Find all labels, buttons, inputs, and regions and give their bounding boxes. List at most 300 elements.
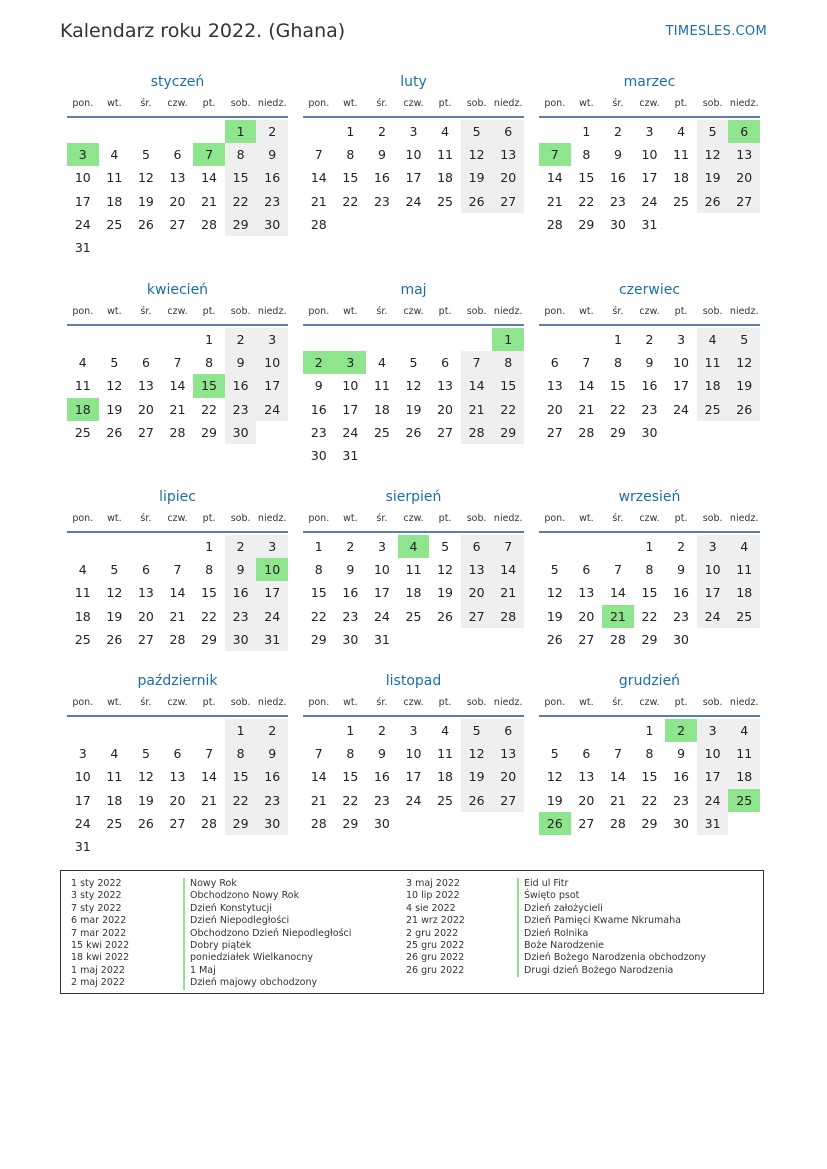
day-cell: 2 (346, 539, 355, 554)
day-cell: 23 (609, 193, 626, 209)
days-grid (67, 535, 288, 651)
weekday-label: pt. (202, 513, 216, 524)
day-cell: 23 (373, 193, 390, 209)
day-cell: 4 (728, 719, 760, 742)
day-cell: 9 (225, 558, 257, 581)
legend-date: 26 gru 2022 (406, 952, 465, 964)
day-cell: 21 (169, 401, 186, 417)
day-cell: 2 (225, 328, 257, 351)
weekday-label: czw. (403, 306, 424, 317)
day-cell: 23 (342, 608, 359, 624)
legend-date: 4 sie 2022 (406, 902, 456, 914)
day-cell: 1 (346, 124, 355, 139)
day-cell: 14 (546, 170, 563, 186)
month-block (67, 487, 288, 651)
day-cell: 17 (256, 581, 288, 604)
day-cell: 5 (461, 719, 493, 742)
day-cell: 11 (106, 769, 123, 785)
weekday-label: śr. (376, 513, 388, 524)
day-cell: 9 (377, 746, 386, 762)
day-cell: 25 (74, 424, 91, 440)
day-cell: 8 (492, 351, 524, 374)
day-cell: 22 (201, 401, 218, 417)
empty-cell (303, 328, 335, 351)
day-cell: 1 (205, 332, 214, 347)
day-cell: 22 (609, 401, 626, 417)
weekday-label: niedz. (729, 98, 759, 109)
day-cell: 6 (173, 147, 182, 163)
day-cell: 28 (578, 424, 595, 440)
day-cell: 20 (728, 166, 760, 189)
day-cell: 22 (201, 608, 218, 624)
day-cell: 13 (137, 585, 154, 601)
month-block (303, 280, 524, 467)
day-cell: 28 (546, 216, 563, 232)
weekday-label: pon. (72, 697, 94, 708)
day-cell: 9 (256, 742, 288, 765)
day-cell: 1 (225, 719, 257, 742)
empty-cell (67, 535, 99, 558)
empty-cell (193, 719, 225, 742)
day-cell: 16 (673, 769, 690, 785)
day-cell: 24 (342, 424, 359, 440)
weekday-label: pt. (674, 306, 688, 317)
day-cell: 12 (697, 143, 729, 166)
empty-cell (461, 328, 493, 351)
day-cell: 15 (225, 166, 257, 189)
day-cell: 26 (461, 190, 493, 213)
holiday-day-cell: 26 (539, 812, 571, 835)
empty-cell (130, 120, 162, 143)
day-cell: 24 (74, 815, 91, 831)
day-cell: 3 (256, 535, 288, 558)
day-cell: 11 (437, 746, 454, 762)
weekday-header (67, 300, 288, 326)
day-cell: 10 (405, 147, 422, 163)
day-cell: 16 (310, 401, 327, 417)
day-cell: 20 (578, 792, 595, 808)
day-cell: 29 (641, 631, 658, 647)
day-cell: 5 (550, 746, 559, 762)
weekday-label: czw. (639, 513, 660, 524)
weekday-header (67, 92, 288, 118)
day-cell: 8 (645, 562, 654, 578)
legend-holiday-name: Dzień Pamięci Kwame Nkrumaha (524, 915, 681, 927)
empty-cell (67, 120, 99, 143)
weekday-label: śr. (612, 98, 624, 109)
day-cell: 15 (641, 585, 658, 601)
month-name: styczeń (150, 74, 205, 90)
weekday-header (303, 300, 524, 326)
day-cell: 30 (373, 815, 390, 831)
day-cell: 6 (492, 120, 524, 143)
day-cell: 18 (728, 765, 760, 788)
day-cell: 22 (492, 398, 524, 421)
day-cell: 17 (405, 769, 422, 785)
weekday-label: śr. (376, 306, 388, 317)
day-cell: 24 (641, 193, 658, 209)
day-cell: 3 (256, 328, 288, 351)
empty-cell (193, 120, 225, 143)
day-cell: 17 (342, 401, 359, 417)
day-cell: 27 (728, 190, 760, 213)
day-cell: 21 (492, 581, 524, 604)
day-cell: 10 (641, 147, 658, 163)
day-cell: 1 (582, 124, 591, 139)
day-cell: 11 (728, 558, 760, 581)
day-cell: 4 (78, 562, 87, 578)
weekday-header (539, 691, 760, 717)
day-cell: 14 (169, 585, 186, 601)
weekday-label: sob. (230, 697, 251, 708)
day-cell: 1 (314, 539, 323, 554)
day-cell: 29 (225, 812, 257, 835)
holiday-day-cell: 25 (728, 789, 760, 812)
day-cell: 13 (137, 378, 154, 394)
day-cell: 30 (342, 631, 359, 647)
day-cell: 11 (728, 742, 760, 765)
day-cell: 13 (492, 143, 524, 166)
day-cell: 10 (373, 562, 390, 578)
day-cell: 24 (697, 605, 729, 628)
weekday-label: czw. (639, 98, 660, 109)
day-cell: 4 (728, 535, 760, 558)
day-cell: 20 (546, 401, 563, 417)
day-cell: 24 (405, 792, 422, 808)
day-cell: 22 (342, 792, 359, 808)
day-cell: 31 (342, 447, 359, 463)
day-cell: 24 (673, 401, 690, 417)
weekday-label: śr. (376, 697, 388, 708)
day-cell: 27 (137, 424, 154, 440)
weekday-label: pon. (544, 513, 566, 524)
day-cell: 31 (74, 239, 91, 255)
day-cell: 18 (437, 170, 454, 186)
day-cell: 12 (546, 769, 563, 785)
day-cell: 10 (74, 769, 91, 785)
empty-cell (539, 120, 571, 143)
weekday-label: pt. (674, 513, 688, 524)
legend-date: 3 maj 2022 (406, 878, 460, 889)
day-cell: 3 (377, 539, 386, 554)
day-cell: 10 (405, 746, 422, 762)
weekday-label: niedz. (257, 306, 287, 317)
day-cell: 27 (578, 631, 595, 647)
weekday-label: pt. (438, 306, 452, 317)
empty-cell (366, 328, 398, 351)
day-cell: 2 (256, 120, 288, 143)
weekday-label: niedz. (493, 98, 523, 109)
day-cell: 2 (613, 124, 622, 139)
day-cell: 6 (550, 355, 559, 371)
day-cell: 15 (201, 585, 218, 601)
day-cell: 18 (437, 769, 454, 785)
empty-cell (303, 719, 335, 742)
day-cell: 27 (137, 631, 154, 647)
day-cell: 30 (225, 628, 257, 651)
holiday-day-cell: 10 (256, 558, 288, 581)
day-cell: 30 (256, 812, 288, 835)
day-cell: 16 (342, 585, 359, 601)
days-grid (67, 719, 288, 858)
day-cell: 4 (441, 124, 450, 139)
month-name: listopad (385, 673, 442, 689)
day-cell: 22 (641, 608, 658, 624)
holiday-day-cell: 3 (335, 351, 367, 374)
day-cell: 26 (728, 398, 760, 421)
day-cell: 21 (578, 401, 595, 417)
weekday-label: pt. (438, 697, 452, 708)
day-cell: 19 (461, 765, 493, 788)
weekday-label: sob. (702, 98, 723, 109)
day-cell: 25 (697, 398, 729, 421)
day-cell: 4 (78, 355, 87, 371)
month-block (303, 487, 524, 651)
day-cell: 3 (78, 746, 87, 762)
day-cell: 14 (461, 374, 493, 397)
weekday-label: pt. (674, 98, 688, 109)
month-name: maj (400, 282, 427, 298)
weekday-label: czw. (403, 513, 424, 524)
day-cell: 23 (225, 605, 257, 628)
day-cell: 28 (609, 815, 626, 831)
day-cell: 29 (641, 815, 658, 831)
day-cell: 8 (613, 355, 622, 371)
day-cell: 5 (409, 355, 418, 371)
legend-holiday-name: Dzień majowy obchodzony (190, 977, 318, 989)
day-cell: 22 (641, 792, 658, 808)
holiday-day-cell: 7 (539, 143, 571, 166)
empty-cell (602, 535, 634, 558)
empty-cell (162, 120, 194, 143)
empty-cell (539, 328, 571, 351)
weekday-label: czw. (167, 697, 188, 708)
days-grid (539, 719, 760, 835)
empty-cell (335, 328, 367, 351)
day-cell: 5 (461, 120, 493, 143)
day-cell: 15 (310, 585, 327, 601)
day-cell: 17 (697, 765, 729, 788)
weekday-label: pon. (544, 697, 566, 708)
weekday-label: sob. (466, 697, 487, 708)
weekday-label: pon. (308, 697, 330, 708)
day-cell: 5 (110, 355, 119, 371)
day-cell: 21 (546, 193, 563, 209)
weekday-label: pt. (674, 697, 688, 708)
day-cell: 23 (256, 789, 288, 812)
day-cell: 14 (310, 170, 327, 186)
legend-holiday-name: Dzień Rolnika (524, 927, 589, 939)
day-cell: 9 (256, 143, 288, 166)
day-cell: 31 (373, 631, 390, 647)
day-cell: 20 (492, 765, 524, 788)
day-cell: 29 (201, 631, 218, 647)
day-cell: 16 (225, 581, 257, 604)
legend-holiday-name: Obchodzono Dzień Niepodległości (190, 927, 352, 939)
day-cell: 19 (106, 401, 123, 417)
day-cell: 13 (492, 742, 524, 765)
day-cell: 5 (697, 120, 729, 143)
day-cell: 14 (201, 769, 218, 785)
day-cell: 25 (405, 608, 422, 624)
day-cell: 9 (314, 378, 323, 394)
day-cell: 12 (461, 742, 493, 765)
day-cell: 15 (641, 769, 658, 785)
day-cell: 25 (106, 815, 123, 831)
day-cell: 8 (645, 746, 654, 762)
legend-holiday-name: Drugi dzień Bożego Narodzenia (524, 964, 674, 976)
day-cell: 27 (437, 424, 454, 440)
day-cell: 8 (346, 147, 355, 163)
day-cell: 11 (437, 147, 454, 163)
day-cell: 16 (256, 765, 288, 788)
day-cell: 23 (673, 608, 690, 624)
day-cell: 5 (550, 562, 559, 578)
holiday-day-cell: 2 (303, 351, 335, 374)
day-cell: 7 (582, 355, 591, 371)
day-cell: 3 (697, 719, 729, 742)
day-cell: 11 (106, 170, 123, 186)
weekday-label: śr. (140, 98, 152, 109)
day-cell: 6 (173, 746, 182, 762)
day-cell: 10 (256, 351, 288, 374)
month-block (303, 72, 524, 236)
day-cell: 16 (641, 378, 658, 394)
day-cell: 15 (342, 769, 359, 785)
day-cell: 14 (609, 585, 626, 601)
day-cell: 14 (201, 170, 218, 186)
day-cell: 26 (697, 190, 729, 213)
day-cell: 9 (677, 746, 686, 762)
day-cell: 1 (205, 539, 214, 554)
day-cell: 26 (546, 631, 563, 647)
empty-cell (539, 719, 571, 742)
legend-holiday-name: Dzień założycieli (524, 902, 603, 914)
day-cell: 7 (461, 351, 493, 374)
day-cell: 10 (74, 170, 91, 186)
empty-cell (99, 120, 131, 143)
days-grid (303, 328, 524, 467)
day-cell: 25 (74, 631, 91, 647)
weekday-label: sob. (466, 98, 487, 109)
day-cell: 14 (609, 769, 626, 785)
weekday-label: śr. (140, 306, 152, 317)
day-cell: 24 (256, 605, 288, 628)
day-cell: 9 (613, 147, 622, 163)
day-cell: 20 (437, 401, 454, 417)
day-cell: 19 (697, 166, 729, 189)
day-cell: 10 (697, 742, 729, 765)
legend-date: 7 sty 2022 (71, 902, 122, 914)
weekday-label: pon. (308, 513, 330, 524)
day-cell: 4 (677, 124, 686, 139)
day-cell: 12 (106, 378, 123, 394)
weekday-label: sob. (230, 98, 251, 109)
day-cell: 27 (492, 789, 524, 812)
day-cell: 12 (728, 351, 760, 374)
day-cell: 4 (110, 147, 119, 163)
legend-holiday-name: Nowy Rok (190, 878, 237, 889)
day-cell: 7 (173, 355, 182, 371)
weekday-label: wt. (107, 98, 122, 109)
day-cell: 21 (310, 193, 327, 209)
day-cell: 19 (106, 608, 123, 624)
day-cell: 12 (437, 562, 454, 578)
day-cell: 15 (609, 378, 626, 394)
weekday-label: wt. (579, 306, 594, 317)
day-cell: 17 (697, 581, 729, 604)
empty-cell (303, 120, 335, 143)
day-cell: 20 (492, 166, 524, 189)
legend-holiday-name: Dobry piątek (190, 939, 252, 951)
day-cell: 14 (169, 378, 186, 394)
day-cell: 25 (106, 216, 123, 232)
day-cell: 22 (225, 789, 257, 812)
day-cell: 31 (256, 628, 288, 651)
weekday-label: wt. (343, 98, 358, 109)
day-cell: 28 (461, 421, 493, 444)
day-cell: 28 (201, 216, 218, 232)
day-cell: 14 (492, 558, 524, 581)
month-block (539, 487, 760, 651)
day-cell: 21 (201, 792, 218, 808)
day-cell: 24 (256, 398, 288, 421)
days-grid (303, 120, 524, 236)
legend-holiday-name: Dzień Bożego Narodzenia obchodzony (524, 952, 707, 964)
day-cell: 14 (310, 769, 327, 785)
empty-cell (67, 719, 99, 742)
legend-date: 21 wrz 2022 (406, 915, 465, 927)
day-cell: 16 (256, 166, 288, 189)
empty-cell (571, 535, 603, 558)
legend-date: 25 gru 2022 (406, 939, 465, 951)
day-cell: 19 (137, 193, 154, 209)
empty-cell (99, 535, 131, 558)
holiday-day-cell: 3 (67, 143, 99, 166)
weekday-label: niedz. (729, 306, 759, 317)
day-cell: 8 (225, 143, 257, 166)
day-cell: 11 (373, 378, 390, 394)
weekday-header (539, 92, 760, 118)
day-cell: 11 (697, 351, 729, 374)
day-cell: 9 (377, 147, 386, 163)
day-cell: 10 (673, 355, 690, 371)
day-cell: 23 (310, 424, 327, 440)
weekday-label: sob. (466, 513, 487, 524)
day-cell: 30 (225, 421, 257, 444)
month-block (539, 671, 760, 835)
day-cell: 19 (137, 792, 154, 808)
weekday-label: wt. (579, 697, 594, 708)
day-cell: 17 (641, 170, 658, 186)
day-cell: 24 (373, 608, 390, 624)
day-cell: 18 (373, 401, 390, 417)
legend-date: 2 maj 2022 (71, 977, 125, 989)
days-grid (67, 120, 288, 259)
weekday-label: pon. (72, 306, 94, 317)
day-cell: 8 (205, 562, 214, 578)
day-cell: 20 (461, 581, 493, 604)
day-cell: 20 (137, 401, 154, 417)
empty-cell (571, 328, 603, 351)
site-link[interactable]: TIMESLES.COM (665, 24, 767, 39)
weekday-label: pon. (544, 98, 566, 109)
day-cell: 29 (578, 216, 595, 232)
days-grid (303, 719, 524, 835)
holiday-day-cell: 15 (193, 374, 225, 397)
day-cell: 29 (492, 421, 524, 444)
empty-cell (67, 328, 99, 351)
